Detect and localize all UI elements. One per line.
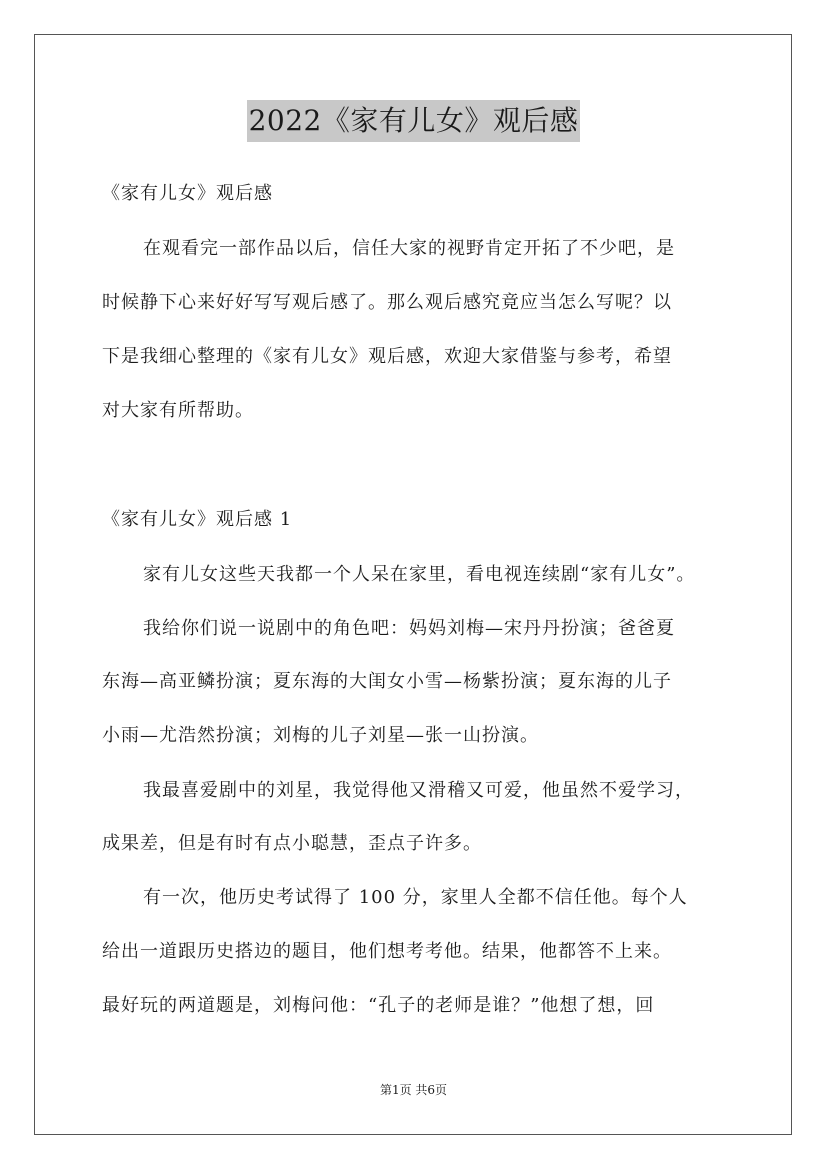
- paragraph-line: 小雨—尤浩然扮演；刘梅的儿子刘星—张一山扮演。: [102, 725, 539, 746]
- paragraph-line: 成果差，但是有时有点小聪慧，歪点子许多。: [102, 833, 482, 854]
- paragraph-line: 下是我细心整理的《家有儿女》观后感，欢迎大家借鉴与参考，希望: [102, 346, 672, 367]
- document-title: 2022《家有儿女》观后感: [247, 100, 581, 142]
- paragraph-line: 最好玩的两道题是，刘梅问他：“孔子的老师是谁？”他想了想，回: [102, 995, 655, 1016]
- paragraph-line: 我最喜爱剧中的刘星，我觉得他又滑稽又可爱，他虽然不爱学习，: [143, 780, 694, 801]
- page-number-footer: 第1页 共6页: [379, 1083, 448, 1097]
- paragraph-line: 给出一道跟历史搭边的题目，他们想考考他。结果，他都答不上来。: [102, 941, 672, 962]
- paragraph-line: 我给你们说一说剧中的角色吧：妈妈刘梅—宋丹丹扮演；爸爸夏: [143, 618, 675, 639]
- title-container: [0, 100, 827, 142]
- paragraph-line: 东海—高亚鳞扮演；夏东海的大闺女小雪—杨紫扮演；夏东海的儿子: [102, 671, 672, 692]
- paragraph-line: 对大家有所帮助。: [102, 400, 254, 421]
- paragraph-line: 有一次，他历史考试得了 100 分，家里人全都不信任他。每个人: [143, 887, 688, 908]
- section-heading: 《家有儿女》观后感 1: [102, 509, 293, 530]
- paragraph-line: 时候静下心来好好写写观后感了。那么观后感究竟应当怎么写呢？以: [102, 292, 672, 313]
- paragraph-line: 在观看完一部作品以后，信任大家的视野肯定开拓了不少吧，是: [143, 238, 675, 259]
- section-heading: 《家有儿女》观后感: [102, 183, 273, 204]
- paragraph-line: 家有儿女这些天我都一个人呆在家里，看电视连续剧“家有儿女”。: [143, 564, 696, 585]
